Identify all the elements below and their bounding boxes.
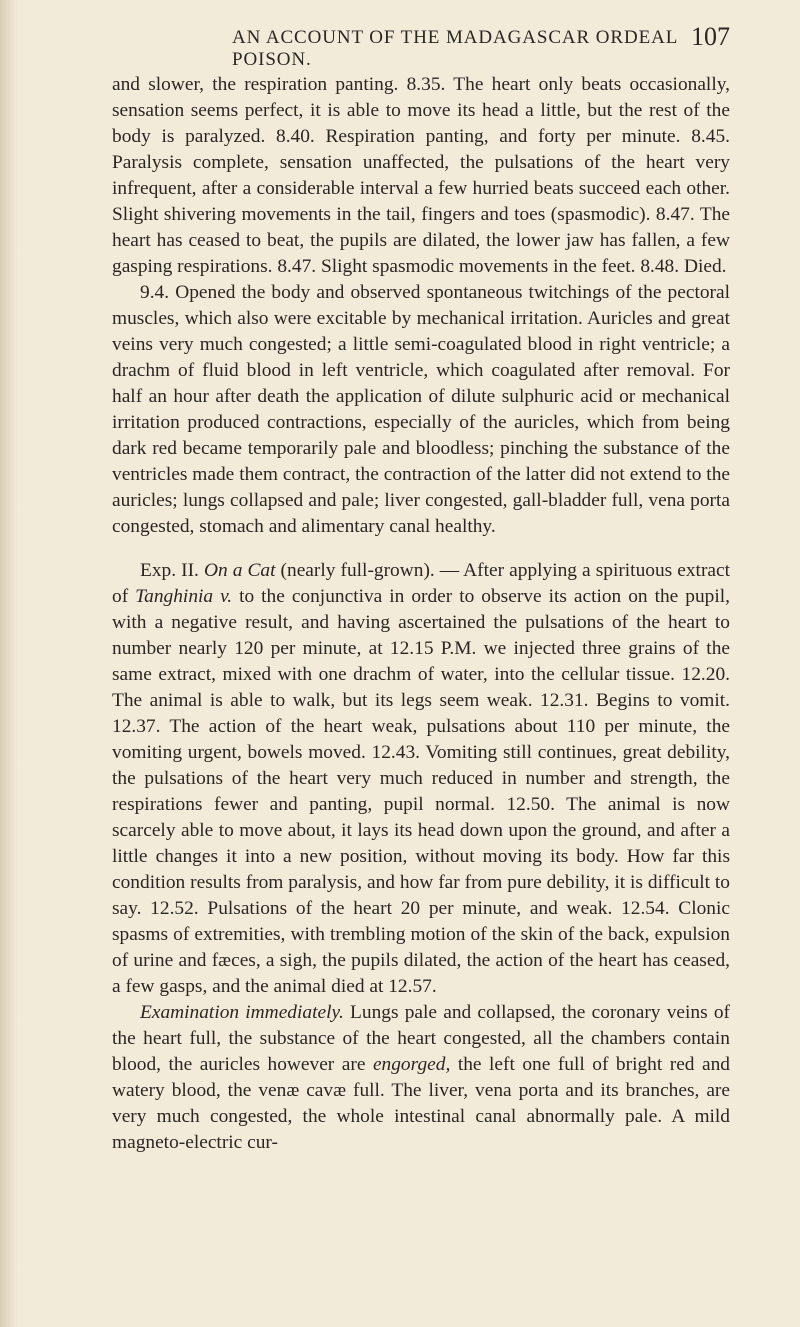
paragraph-text: and slower, the respiration panting. 8.35. The heart only beats occasionally, sensation seems perfect, it is able to move its head a little, but the rest of the body is paralyzed. 8.40. Respiration panting, and forty per minute. 8.45. Paralysis complete, sensation unaffected, the pulsations of the heart very infrequent, after a considerable interval a few hurried beats succeed each other. Slight shivering movements in the tail, fingers and toes (spasmodic). 8.47. The heart has ceased to beat, the pupils are dilated, the lower jaw has fallen, a few gasping respirations. 8.47. Slight spasmodic movements in the feet. 8.48. Died. bbox=[112, 74, 730, 277]
paragraph-dissection-notes bbox=[112, 280, 730, 540]
page-header bbox=[112, 22, 730, 70]
paragraph-examination bbox=[112, 1000, 730, 1156]
binding-gutter-shadow bbox=[0, 0, 18, 1327]
paragraph-text: 9.4. Opened the body and observed spontaneous twitchings of the pectoral muscles, which also were excitable by mechanical irritation. Auricles and great veins very much congested; a little semi-coagulated blood in right ventricle; a drachm of fluid blood in left ventricle, which coagulated after removal. For half an hour after death the application of dilute sulphuric acid or mechanical irritation produced contractions, especially of the auricles, which from being dark red became temporarily pale and bloodless; pinching the substance of the ventricles made them contract, the contraction of the latter did not extend to the auricles; lungs collapsed and pale; liver congested, gall-bladder full, vena porta congested, stomach and alimentary canal healthy. bbox=[112, 282, 730, 537]
paragraph-text: (nearly full-grown). — After applying a spirituous extract of bbox=[112, 560, 731, 607]
paragraph-experiment-2 bbox=[112, 558, 730, 1000]
running-head: AN ACCOUNT OF THE MADAGASCAR ORDEAL POISON. bbox=[232, 27, 678, 70]
emphasized-word: engorged, bbox=[372, 1054, 451, 1075]
paragraph-continuation bbox=[112, 72, 730, 280]
paragraph-text-continued: the left one full of bright red and watery blood, the venæ cavæ full. The liver, vena porta and its branches, are very much congested, the whole intestinal canal abnormally pale. A mild magneto-electric cur- bbox=[112, 1054, 730, 1153]
experiment-subject: On a Cat bbox=[203, 560, 276, 581]
page-number: 107 bbox=[691, 22, 730, 51]
experiment-label: Exp. II. bbox=[140, 560, 199, 581]
examination-heading: Examination immediately. bbox=[140, 1002, 344, 1023]
paragraph-text-continued: to the conjunctiva in order to observe its action on the pupil, with a negative result, and having ascertained the pulsations of the heart to number nearly 120 per minute, at 12.15 P.M. we injected three grains of the same extract, mixed with one drachm of water, into the cellular tissue. 12.20. The animal is able to walk, but its legs seem weak. 12.31. Begins to vomit. 12.37. The action of the heart weak, pulsations about 110 per minute, the vomiting urgent, bowels moved. 12.43. Vomiting still continues, great debility, the pulsations of the heart very much reduced in number and strength, the respirations fewer and panting, pupil normal. 12.50. The animal is now scarcely able to move about, it lays its head down upon the ground, and after a little changes it into a new position, without moving its body. How far this condition results from paralysis, and how far from pure debility, it is difficult to say. 12.52. Pulsations of the heart 20 per minute, and weak. 12.54. Clonic spasms of extremities, with trembling motion of the skin of the back, expulsion of urine and fæces, a sigh, the pupils dilated, the action of the heart has ceased, a few gasps, and the animal died at 12.57. bbox=[112, 586, 730, 997]
species-name: Tanghinia v. bbox=[135, 586, 233, 607]
paragraph-text: Lungs pale and collapsed, the coronary veins of the heart full, the substance of the heart congested, all the chambers contain blood, the auricles however are bbox=[112, 1002, 730, 1075]
